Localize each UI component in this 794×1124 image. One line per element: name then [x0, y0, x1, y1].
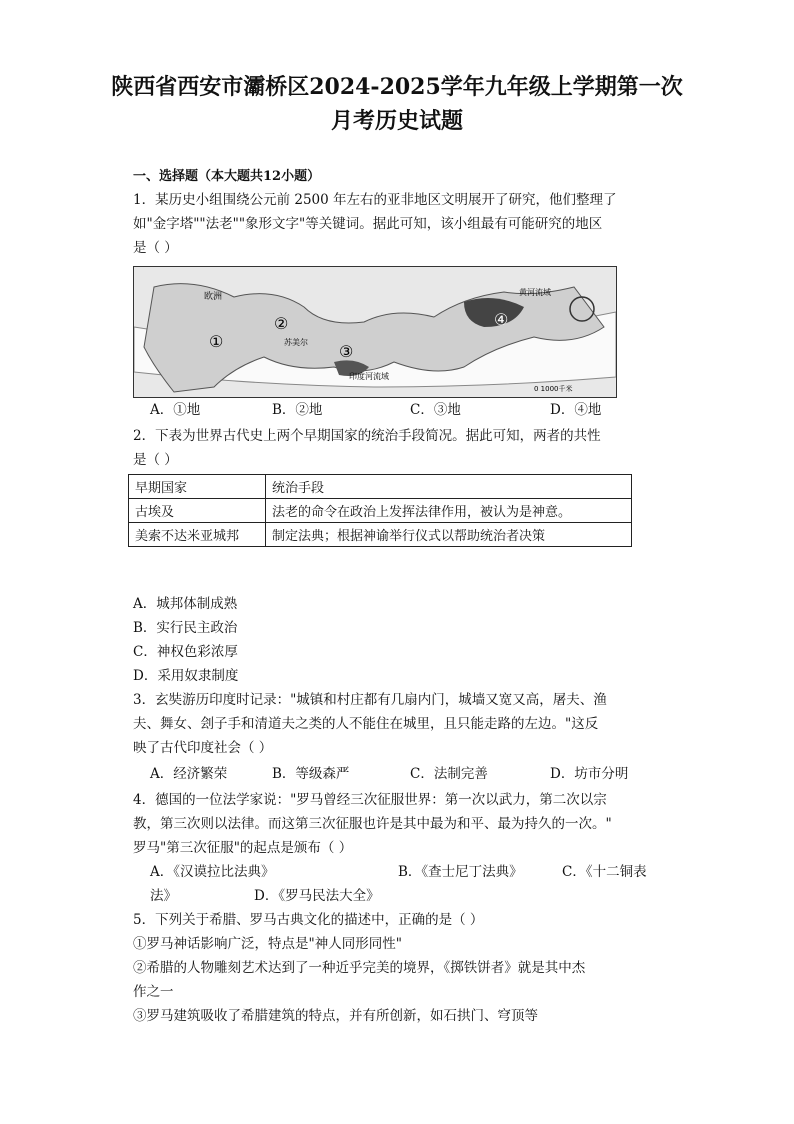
question-4-line: 教，第三次则以法律。而这第三次征服也许是其中最为和平、最为持久的一次。" — [133, 816, 612, 832]
question-4-line: 4．德国的一位法学家说："罗马曾经三次征服世界：第一次以武力，第二次以宗 — [133, 792, 607, 808]
section-heading: 一、选择题（本大题共12小题） — [133, 169, 321, 184]
map-label-circle-3: ③ — [339, 342, 354, 361]
table-cell: 美索不达米亚城邦 — [129, 523, 266, 547]
question-3-line: 3．玄奘游历印度时记录："城镇和村庄都有几扇内门，城墙又宽又高，屠夫、渔 — [133, 692, 607, 708]
question-5 — [133, 908, 673, 1028]
option-a[interactable]: A．①地 — [150, 402, 201, 418]
option-c[interactable]: C．③地 — [410, 402, 461, 418]
map-label-huanghe: 黄河流域 — [519, 288, 551, 297]
question-1 — [133, 188, 673, 260]
question-1-line: 1．某历史小组围绕公元前 2500 年左右的亚非地区文明展开了研究，他们整理了 — [133, 192, 617, 208]
question-4-options-row1 — [150, 860, 670, 884]
map-scale: 0 1000千米 — [534, 385, 573, 393]
option-c[interactable]: C．神权色彩浓厚 — [133, 644, 238, 660]
option-a[interactable]: A．经济繁荣 — [150, 766, 228, 782]
question-3-line: 夫、舞女、刽子手和清道夫之类的人不能住在城里，且只能走路的左边。"这反 — [133, 716, 599, 732]
question-5-line: 5．下列关于希腊、罗马古典文化的描述中，正确的是（ ） — [133, 912, 484, 928]
question-3-options — [150, 762, 670, 786]
question-5-statement: ①罗马神话影响广泛，特点是"神人同形同性" — [133, 936, 402, 952]
map-label-circle-1: ① — [209, 332, 224, 351]
option-a[interactable]: A．城邦体制成熟 — [133, 596, 238, 612]
question-5-statement: ②希腊的人物雕刻艺术达到了一种近乎完美的境界，《掷铁饼者》就是其中杰 — [133, 960, 586, 976]
table-cell: 法老的命令在政治上发挥法律作用，被认为是神意。 — [266, 499, 632, 523]
option-d[interactable]: D．坊市分明 — [550, 766, 629, 782]
table-row — [129, 523, 632, 547]
option-b[interactable]: B．《查士尼丁法典》 — [398, 864, 523, 880]
title-line-2: 月考历史试题 — [330, 108, 463, 134]
map-label-indus: 印度河流域 — [349, 372, 389, 381]
question-3 — [133, 688, 673, 760]
question-5-statement: 作之一 — [133, 984, 174, 1000]
map-label-circle-2: ② — [274, 314, 289, 333]
table-header-row — [129, 475, 632, 499]
question-1-options — [150, 398, 670, 422]
option-c[interactable]: C．《十二铜表 — [562, 864, 647, 880]
option-b[interactable]: B．等级森严 — [272, 766, 350, 782]
option-c-continued: 法》 — [150, 888, 177, 904]
question-2 — [133, 424, 673, 472]
option-d[interactable]: D．《罗马民法大全》 — [254, 888, 380, 904]
question-3-line: 映了古代印度社会（ ） — [133, 740, 273, 756]
option-d[interactable]: D．采用奴隶制度 — [133, 668, 239, 684]
question-4-line: 罗马"第三次征服"的起点是颁布（ ） — [133, 840, 353, 856]
option-b[interactable]: B．实行民主政治 — [133, 620, 238, 636]
table-header-cell: 统治手段 — [266, 475, 632, 499]
question-4-options-row2 — [150, 884, 670, 908]
table-cell: 制定法典；根据神谕举行仪式以帮助统治者决策 — [266, 523, 632, 547]
question-4 — [133, 788, 673, 860]
question-5-statement: ③罗马建筑吸收了希腊建筑的特点，并有所创新，如石拱门、穹顶等 — [133, 1008, 538, 1024]
page-title — [60, 70, 734, 138]
question-2-line: 2．下表为世界古代史上两个早期国家的统治手段简况。据此可知，两者的共性 — [133, 428, 601, 444]
title-line-1: 陕西省西安市灞桥区2024-2025学年九年级上学期第一次 — [111, 74, 683, 100]
question-1-line: 如"金字塔""法老""象形文字"等关键词。据此可知，该小组最有可能研究的地区 — [133, 216, 603, 232]
table-row — [129, 499, 632, 523]
option-a[interactable]: A．《汉谟拉比法典》 — [150, 864, 275, 880]
question-2-line: 是（ ） — [133, 452, 178, 468]
option-d[interactable]: D．④地 — [550, 402, 602, 418]
question-1-line: 是（ ） — [133, 240, 178, 256]
table-cell: 古埃及 — [129, 499, 266, 523]
option-b[interactable]: B．②地 — [272, 402, 323, 418]
governance-table — [128, 474, 632, 547]
map-label-sumer: 苏美尔 — [284, 338, 308, 347]
table-header-cell: 早期国家 — [129, 475, 266, 499]
ancient-civilizations-map — [133, 266, 617, 398]
option-c[interactable]: C．法制完善 — [410, 766, 488, 782]
map-label-europe: 欧洲 — [204, 292, 223, 302]
map-graphic — [134, 267, 616, 397]
map-label-circle-4: ④ — [494, 310, 509, 329]
